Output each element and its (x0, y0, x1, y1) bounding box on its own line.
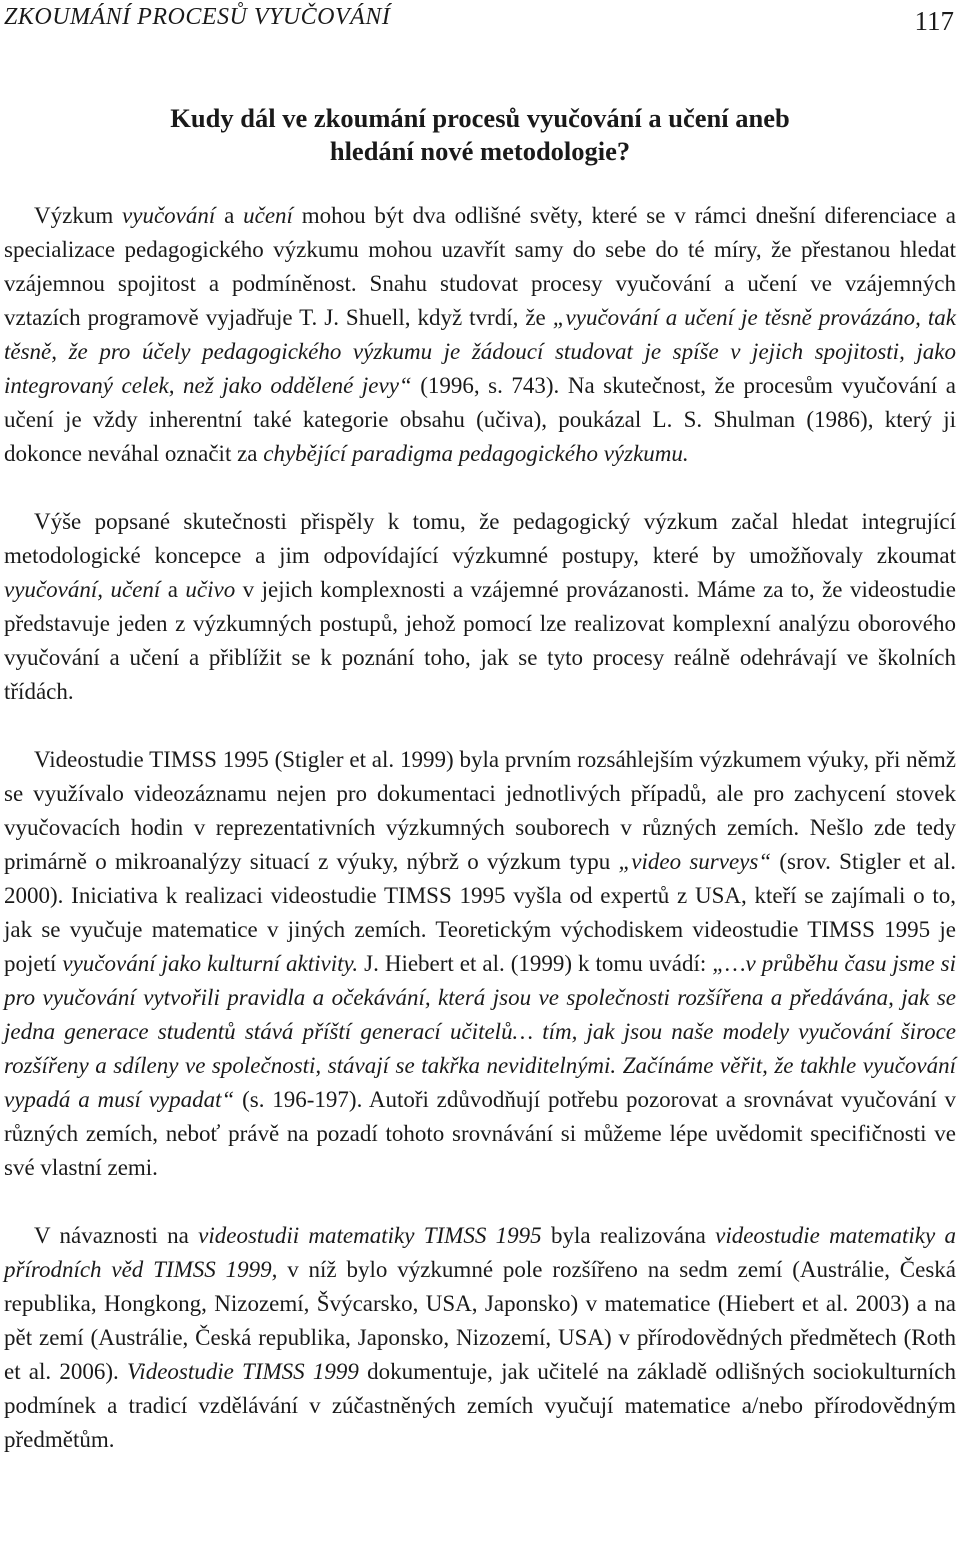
text-run: a (215, 203, 244, 228)
text-run: mohou být dva odlišné světy, které se v rámci dnešní diferenciace a specializace pedagogického výzkumu mohou uzavřít samy do sebe do té míry, že přestanou hledat vzájemnou spojitost a podmíněnost. Snahu studovat procesy vyučování a učení ve vzájemných vztazích programově vyjadřuje T. J. Shuell, když tvrdí, že (4, 203, 956, 330)
text-run: dokumentuje, jak učitelé na základě odlišných sociokulturních podmínek a tradicí vzdělávání v zúčastněných zemích vyučují matematice a/nebo přírodovědným předmětům. (4, 1359, 956, 1452)
italic-text-run: vyučování (122, 203, 216, 228)
text-run: V návaznosti na (34, 1223, 199, 1248)
text-run: v níž bylo výzkumné pole rozšířeno na sedm zemí (Austrálie, Česká republika, Hongkong, Nizozemí, Švýcarsko, USA, Japonsko) v matematice (Hiebert et al. 2003) a na pět zemí (Austrálie, Česká republika, Japonsko, Nizozemí, USA) v přírodovědných předmětech (Roth et al. 2006). (4, 1257, 956, 1384)
italic-text-run: „vyučování a učení je těsně provázáno, tak těsně, že pro účely pedagogického výzkumu je žádoucí studovat je spíše v jejich spojitosti, jako integrovaný celek, než jako oddělené jevy“ (4, 305, 956, 398)
italic-text-run: učivo (185, 577, 236, 602)
italic-text-run: videostudii matematiky TIMSS 1995 (198, 1223, 542, 1248)
text-run: (srov. Stigler et al. 2000). Iniciativa k realizaci videostudie TIMSS 1995 vyšla od expertů z USA, kteří se zajímali o to, jak se vyučuje matematice v jiných zemích. Teoretickým východiskem videostudie TIMSS 1995 je pojetí (4, 849, 956, 976)
text-run: (s. 196-197). Autoři zdůvodňují potřebu pozorovat a srovnávat vyučování v různých zemích, neboť právě na pozadí tohoto srovnávání si můžeme lépe uvědomit specifičnosti ve své vlastní zemi. (4, 1087, 957, 1180)
paragraph-4 (4, 1219, 956, 1457)
italic-text-run: „video surveys“ (618, 849, 772, 874)
italic-text-run: Videostudie TIMSS 1999 (126, 1359, 359, 1384)
text-run: byla realizována (541, 1223, 716, 1248)
italic-text-run: učení (243, 203, 293, 228)
italic-text-run: „…v průběhu času jsme si pro vyučování vytvořili pravidla a očekávání, která jsou ve společnosti rozšířena a předávána, jak se jedna generace studentů stává příští generací učitelů… tím, jak jsou naše modely vyučování široce rozšířeny a sdíleny ve společnosti, stávají se takřka neviditelnými. Začínáme věřit, že takhle vyučování vypadá a musí vypadat“ (4, 951, 957, 1112)
section-title (0, 102, 960, 168)
text-run: Výzkum (34, 203, 123, 228)
paragraph-1 (4, 199, 956, 471)
italic-text-run: chybějící paradigma pedagogického výzkumu. (263, 441, 689, 466)
section-title-line-1: Kudy dál ve zkoumání procesů vyučování a učení aneb (170, 102, 790, 133)
paragraph-3 (4, 743, 956, 1185)
running-title: ZKOUMÁNÍ PROCESŮ VYUČOVÁNÍ (4, 4, 391, 30)
italic-text-run: vyučování, učení (4, 577, 161, 602)
text-run: Videostudie TIMSS 1995 (Stigler et al. 1999) byla prvním rozsáhlejším výzkumem výuky, při němž se využívalo videozáznamu nejen pro dokumentaci jednotlivých případů, ale pro zachycení stovek vyučovacích hodin v reprezentativních výzkumných souborech v různých zemích. Nešlo zde tedy primárně o mikroanalýzy situací z výuky, nýbrž o výzkum typu (4, 747, 956, 874)
body-text (4, 199, 956, 1457)
text-run: v jejich komplexnosti a vzájemné provázanosti. Máme za to, že videostudie představuje jeden z výzkumných postupů, jehož pomocí lze realizovat komplexní analýzu oborového vyučování a učení a přiblížit se k poznání toho, jak se tyto procesy reálně odehrávají ve školních třídách. (4, 577, 956, 704)
page-number: 117 (914, 6, 954, 36)
italic-text-run: videostudie matematiky a přírodních věd TIMSS 1999, (4, 1223, 956, 1282)
running-header (4, 4, 956, 38)
text-run: Výše popsané skutečnosti přispěly k tomu, že pedagogický výzkum začal hledat integrující metodologické koncepce a jim odpovídající výzkumné postupy, které by umožňovaly zkoumat (4, 509, 956, 568)
text-run: (1996, s. 743). Na skutečnost, že procesům vyučování a učení je vždy inherentní také kategorie obsahu (učiva), poukázal L. S. Shulman (1986), který ji dokonce neváhal označit za (4, 373, 956, 466)
text-run: J. Hiebert et al. (1999) k tomu uvádí: (358, 951, 713, 976)
paragraph-2 (4, 505, 956, 709)
section-title-line-2: hledání nové metodologie? (329, 135, 631, 166)
italic-text-run: vyučování jako kulturní aktivity. (62, 951, 359, 976)
text-run: a (160, 577, 186, 602)
